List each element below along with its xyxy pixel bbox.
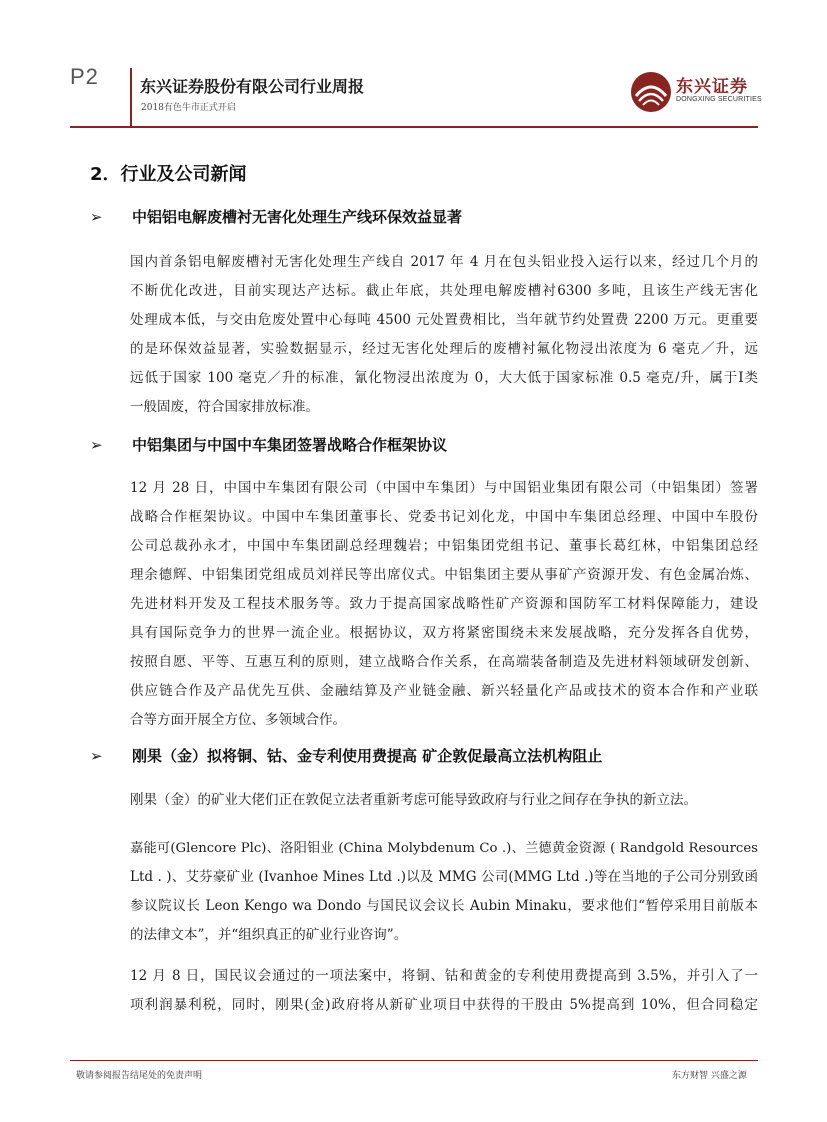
text-line: 12 月 8 日，国民议会通过的一项法案中，将铜、钴和黄金的专利使用费提高到 3.5%，并引入了一: [130, 968, 758, 984]
text-line: Ltd . )、艾芬豪矿业 (Ivanhoe Mines Ltd .)以及 MMG 公司(MMG Ltd .)等在当地的子公司分别致函: [130, 869, 758, 885]
arrow-bullet-icon: ➢: [90, 208, 103, 226]
text-line: 远低于国家 100 毫克／升的标准，氰化物浸出浓度为 0，大大低于国家标准 0.5 毫克/升，属于Ⅰ类: [130, 370, 758, 386]
news-heading-1: [90, 206, 462, 227]
news-paragraph: [130, 834, 758, 950]
logo-mark-icon: [628, 70, 674, 114]
news-heading-text: 中铝集团与中国中车集团签署战略合作框架协议: [132, 436, 448, 454]
text-line: 战略合作框架协议。中国中车集团董事长、党委书记刘化龙，中国中车集团总经理、中国中车股份: [130, 509, 758, 525]
logo-text-cn: 东兴证券: [676, 77, 748, 97]
text-line: 不断优化改进，目前实现达产达标。截止年底，共处理电解废槽衬6300 多吨，且该生产线无害化: [130, 283, 758, 299]
company-logo: [628, 70, 762, 120]
news-paragraph: [130, 474, 758, 735]
text-line: 公司总裁孙永才，中国中车集团副总经理魏岩；中铝集团党组书记、董事长葛红林，中铝集团总经: [130, 538, 758, 554]
text-line: 理余德辉、中铝集团党组成员刘祥民等出席仪式。中铝集团主要从事矿产资源开发、有色金属冶炼、: [130, 567, 758, 583]
text-line: 一般固废，符合国家排放标准。: [130, 399, 319, 415]
report-subtitle: 2018有色牛市正式开启: [141, 103, 236, 113]
header-rule: [70, 126, 758, 128]
text-line: 的是环保效益显著，实验数据显示，经过无害化处理后的废槽衬氟化物浸出浓度为 6 毫克／升，远: [130, 341, 758, 357]
section-title: 2．行业及公司新闻: [90, 164, 247, 185]
news-heading-text: 刚果（金）拟将铜、钴、金专利使用费提高 矿企敦促最高立法机构阻止: [132, 747, 603, 765]
arrow-bullet-icon: ➢: [90, 436, 103, 454]
text-line: 的法律文本”，并“组织真正的矿业行业咨询”。: [130, 927, 408, 943]
text-line: 刚果（金）的矿业大佬们正在敦促立法者重新考虑可能导致政府与行业之间存在争执的新立法。: [130, 792, 697, 808]
news-heading-3: [90, 745, 602, 766]
text-line: 嘉能可(Glencore Plc)、洛阳钼业 (China Molybdenum Co .)、兰德黄金资源 ( Randgold Resources: [130, 841, 758, 856]
footer-slogan: 东方财智 兴盛之源: [672, 1071, 747, 1081]
text-line: 参议院议长 Leon Kengo wa Dondo 与国民议会议长 Aubin Minaku，要求他们“暂停采用目前版本: [130, 898, 758, 914]
text-line: 具有国际竞争力的世界一流企业。根据协议，双方将紧密围绕未来发展战略，充分发挥各自优势，: [130, 625, 758, 641]
header-divider: [130, 68, 132, 126]
footer-rule: [70, 1060, 758, 1061]
text-line: 处理成本低，与交由危废处置中心每吨 4500 元处置费相比，当年就节约处置费 2200 万元。更重要: [130, 312, 758, 328]
news-heading-text: 中铝铝电解废槽衬无害化处理生产线环保效益显著: [132, 208, 463, 226]
news-paragraph: [130, 786, 758, 815]
report-title: 东兴证券股份有限公司行业周报: [140, 77, 365, 96]
page-header: [0, 0, 827, 128]
footer-disclaimer: 敬请参阅报告结尾处的免责声明: [76, 1071, 203, 1081]
text-line: 先进材料开发及工程技术服务等。致力于提高国家战略性矿产资源和国防军工材料保障能力，建设: [130, 596, 758, 612]
text-line: 按照自愿、平等、互惠互利的原则，建立战略合作关系，在高端装备制造及先进材料领域研发创新、: [130, 654, 758, 670]
news-heading-2: [90, 434, 447, 455]
page-number: P2: [70, 64, 99, 89]
news-paragraph: [130, 248, 758, 422]
text-line: 国内首条铝电解废槽衬无害化处理生产线自 2017 年 4 月在包头铝业投入运行以来，经过几个月的: [130, 254, 758, 270]
logo-text-en: DONGXING SECURITIES: [676, 96, 762, 103]
arrow-bullet-icon: ➢: [90, 747, 103, 765]
text-line: 合等方面开展全方位、多领域合作。: [130, 712, 346, 728]
text-line: 供应链合作及产品优先互供、金融结算及产业链金融、新兴轻量化产品或技术的资本合作和产业联: [130, 683, 758, 699]
text-line: 项利润暴利税，同时，刚果(金)政府将从新矿业项目中获得的干股由 5%提高到 10%，但合同稳定: [130, 997, 758, 1013]
news-paragraph: [130, 962, 758, 1020]
text-line: 12 月 28 日，中国中车集团有限公司（中国中车集团）与中国铝业集团有限公司（中铝集团）签署: [130, 480, 758, 496]
